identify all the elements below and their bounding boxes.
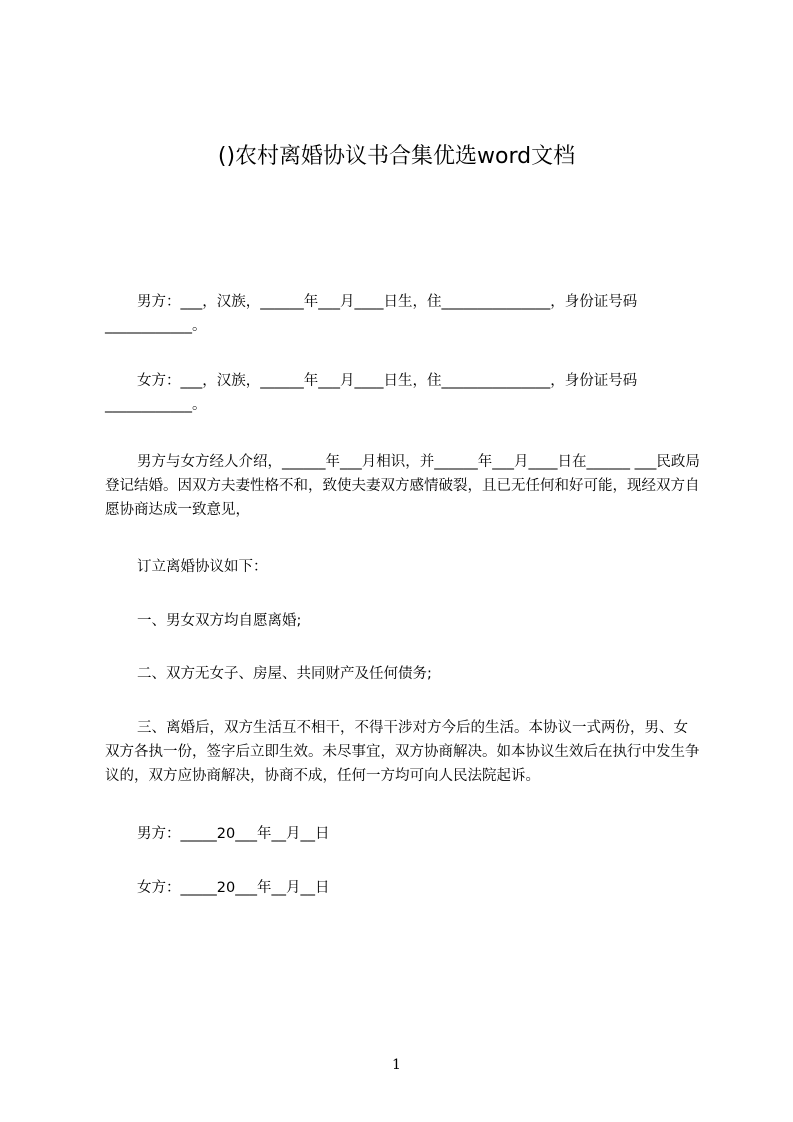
agreement-intro-paragraph: 订立离婚协议如下：	[137, 559, 268, 575]
clause-1-paragraph: 一、男女双方均自愿离婚;	[137, 613, 302, 629]
marriage-info-paragraph: 男方与女方经人介绍，______年___月相识，并______年___月____日在______ ___民政局登记结婚。因双方夫妻性格不和，致使夫妻双方感情破裂，且已无任何和好可能，现经双方自愿协商达成一致意见，	[105, 454, 700, 518]
document-title: ()农村离婚协议书合集优选word文档	[217, 144, 576, 169]
female-signature-line: 女方：_____20___年__月__日	[137, 880, 330, 896]
clause-3-paragraph: 三、离婚后，双方生活互不相干，不得干涉对方今后的生活。本协议一式两份，男、女双方各执一份，签字后立即生效。未尽事宜，双方协商解决。如本协议生效后在执行中发生争议的，双方应协商解决，协商不成，任何一方均可向人民法院起诉。	[105, 720, 700, 784]
female-info-paragraph: 女方：___，汉族，______年___月____日生，住_______________，身份证号码____________。	[105, 373, 638, 413]
page-number: 1	[392, 1057, 401, 1073]
male-info-paragraph: 男方：___，汉族，______年___月____日生，住_______________，身份证号码____________。	[105, 294, 638, 334]
male-signature-line: 男方：_____20___年__月__日	[137, 826, 330, 842]
clause-2-paragraph: 二、双方无女子、房屋、共同财产及任何债务;	[137, 666, 432, 682]
